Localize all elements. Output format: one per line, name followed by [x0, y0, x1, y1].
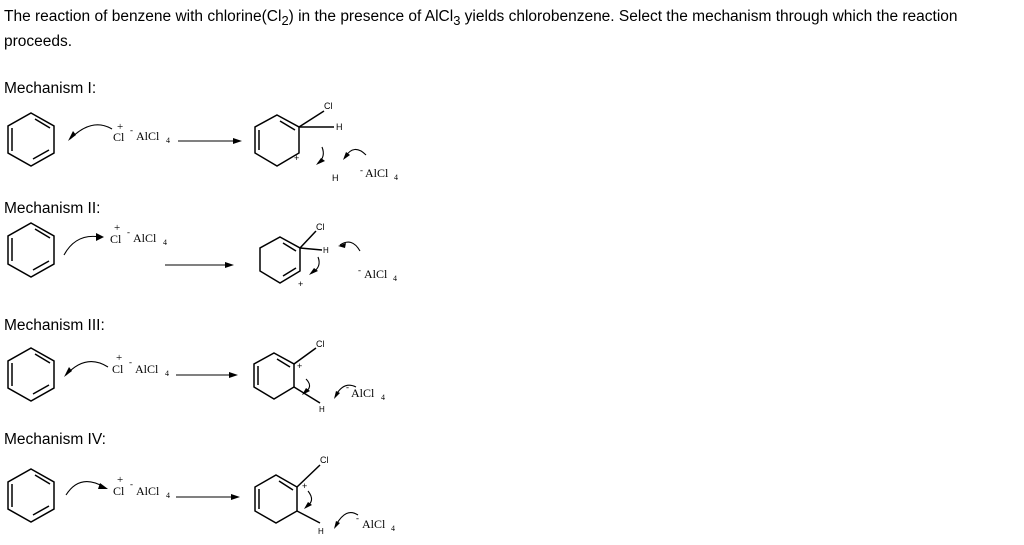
alcl-charge-minus: - — [129, 357, 132, 367]
arrow-head — [96, 233, 104, 241]
cl-charge-plus: + — [117, 121, 124, 133]
base-alcl: AlCl — [351, 386, 375, 400]
curved-arrow — [70, 125, 112, 139]
mechanism-4-scheme — [0, 445, 1024, 545]
alcl-reagent: AlCl — [136, 484, 160, 498]
base-subscript: 4 — [391, 524, 395, 533]
cl-charge-plus: + — [117, 474, 124, 486]
mechanism-1-label: Mechanism I: — [4, 80, 97, 97]
sigma-complex-ring — [255, 475, 297, 523]
alcl-subscript: 4 — [166, 136, 170, 145]
arrow-head — [343, 152, 350, 160]
base-charge-minus: - — [346, 382, 349, 392]
question-sub-2: 2 — [281, 13, 289, 29]
arrow-head — [64, 367, 72, 377]
base-alcl: AlCl — [362, 517, 386, 531]
question-part-3: yields chlorobenzene. Select the mechanism through which the reaction proceeds. — [4, 8, 958, 51]
question-part-1: The reaction of benzene with chlorine(Cl — [4, 8, 282, 25]
reaction-arrow-head — [225, 262, 234, 268]
product-h: H — [336, 122, 343, 132]
arrow-head — [98, 483, 108, 489]
alcl-reagent: AlCl — [133, 231, 157, 245]
product-h: H — [319, 405, 325, 414]
product-cl: Cl — [320, 455, 329, 465]
base-charge-minus: - — [360, 165, 363, 175]
ring-charge-plus: + — [302, 481, 308, 491]
product-cl: Cl — [316, 222, 325, 232]
ring-charge-plus: + — [294, 153, 300, 163]
sigma-complex-ring — [260, 237, 300, 283]
benzene-ring — [8, 348, 54, 401]
mechanism-2-label: Mechanism II: — [4, 200, 101, 217]
cl-reagent: Cl — [110, 232, 122, 246]
alcl-charge-minus: - — [127, 227, 130, 237]
mechanism-2-scheme — [0, 215, 1024, 295]
cl-reagent: Cl — [113, 484, 125, 498]
ring-charge-plus: + — [297, 361, 303, 371]
alcl-reagent: AlCl — [135, 362, 159, 376]
cl-charge-plus: + — [114, 222, 121, 234]
base-subscript: 4 — [393, 274, 397, 283]
benzene-ring — [8, 113, 54, 166]
alcl-charge-minus: - — [130, 125, 133, 135]
sigma-complex-ring — [255, 115, 299, 166]
base-alcl: AlCl — [364, 267, 388, 281]
curved-arrow — [64, 236, 100, 255]
reaction-arrow-head — [233, 138, 242, 144]
ring-charge-plus: + — [298, 279, 304, 289]
cl-reagent: Cl — [113, 130, 125, 144]
reaction-arrow-head — [229, 372, 238, 378]
product-h: H — [318, 527, 324, 536]
alcl-charge-minus: - — [130, 479, 133, 489]
arrow-head — [68, 131, 76, 141]
base-charge-minus: - — [356, 513, 359, 523]
arrow-head — [334, 391, 340, 399]
benzene-ring — [8, 223, 54, 277]
curved-arrow — [66, 362, 108, 375]
cl-reagent: Cl — [112, 362, 124, 376]
alcl-reagent: AlCl — [136, 129, 160, 143]
base-alcl: AlCl — [365, 166, 389, 180]
product-h: H — [323, 246, 329, 255]
leaving-h: H — [332, 173, 339, 183]
mechanism-4-label: Mechanism IV: — [4, 431, 106, 448]
mechanism-1-scheme — [0, 95, 1024, 190]
base-subscript: 4 — [381, 393, 385, 402]
product-cl: Cl — [316, 339, 325, 349]
base-charge-minus: - — [358, 265, 361, 275]
arrow-head — [334, 521, 340, 529]
benzene-ring — [8, 469, 54, 522]
sigma-complex-ring — [254, 353, 294, 399]
mechanism-3-scheme — [0, 335, 1024, 425]
alcl-subscript: 4 — [163, 238, 167, 247]
base-subscript: 4 — [394, 173, 398, 182]
question-sub-3: 3 — [453, 13, 461, 29]
question-part-2: ) in the presence of AlCl — [288, 8, 454, 25]
alcl-subscript: 4 — [165, 369, 169, 378]
question-text — [4, 6, 1016, 52]
reaction-arrow-head — [231, 494, 240, 500]
mechanism-3-label: Mechanism III: — [4, 317, 105, 334]
cl-charge-plus: + — [116, 352, 123, 364]
arrow-head — [316, 158, 325, 165]
product-cl: Cl — [324, 101, 333, 111]
alcl-subscript: 4 — [166, 491, 170, 500]
